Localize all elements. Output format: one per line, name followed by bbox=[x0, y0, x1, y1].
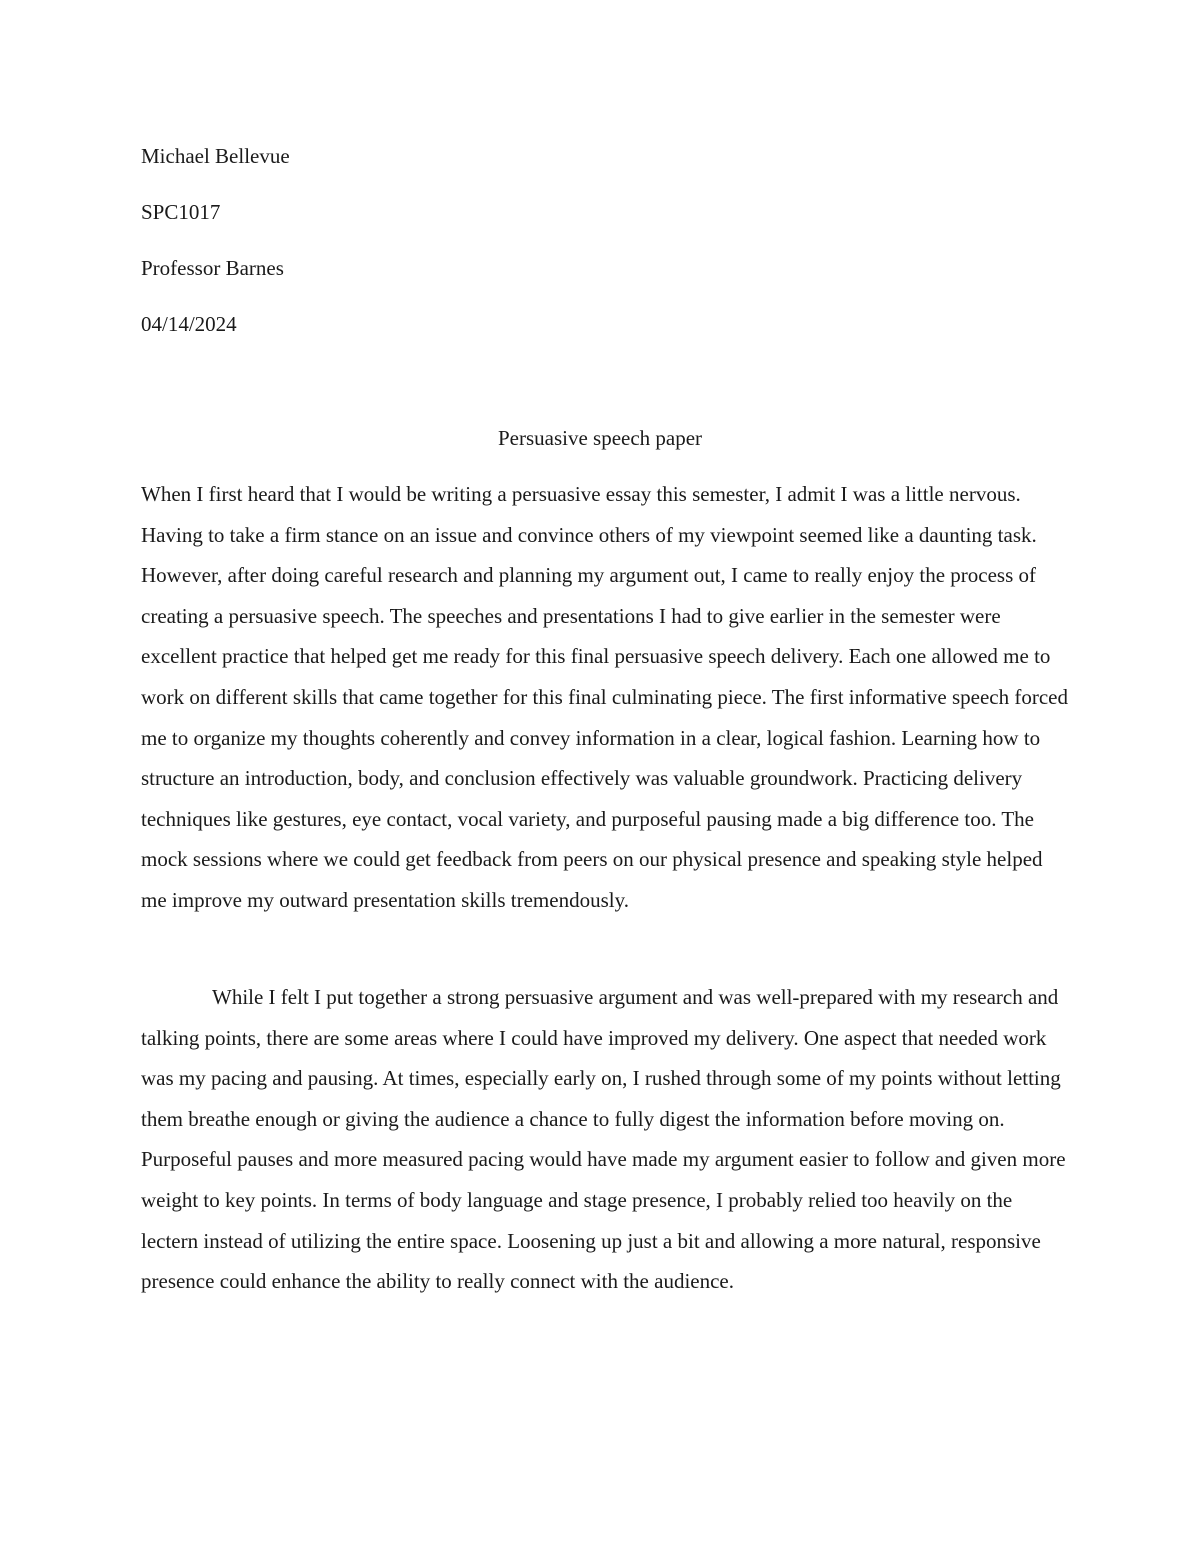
body-paragraph-1: When I first heard that I would be writing a persuasive essay this semester, I admit I was a little nervous. Having to take a firm stance on an issue and convince others of my viewpoint seemed like a daunting task. However, after doing careful research and planning my argument out, I came to really enjoy the process of creating a persuasive speech. The speeches and presentations I had to give earlier in the semester were excellent practice that helped get me ready for this final persuasive speech delivery. Each one allowed me to work on different skills that came together for this final culminating piece. The first informative speech forced me to organize my thoughts coherently and convey information in a clear, logical fashion. Learning how to structure an introduction, body, and conclusion effectively was valuable groundwork. Practicing delivery techniques like gestures, eye contact, vocal variety, and purposeful pausing made a big difference too. The mock sessions where we could get feedback from peers on our physical presence and speaking style helped me improve my outward presentation skills tremendously. bbox=[141, 482, 1069, 912]
document-title: Persuasive speech paper bbox=[497, 426, 703, 450]
course-code: SPC1017 bbox=[141, 200, 221, 224]
document-date: 04/14/2024 bbox=[141, 312, 237, 336]
instructor-name: Professor Barnes bbox=[141, 256, 284, 280]
body-paragraph-2: While I felt I put together a strong persuasive argument and was well-prepared with my research and talking points, there are some areas where I could have improved my delivery. One aspect that needed work was my pacing and pausing. At times, especially early on, I rushed through some of my points without letting them breathe enough or giving the audience a chance to fully digest the information before moving on. Purposeful pauses and more measured pacing would have made my argument easier to follow and given more weight to key points. In terms of body language and stage presence, I probably relied too heavily on the lectern instead of utilizing the entire space. Loosening up just a bit and allowing a more natural, responsive presence could enhance the ability to really connect with the audience. bbox=[141, 985, 1066, 1294]
author-name: Michael Bellevue bbox=[141, 144, 290, 168]
